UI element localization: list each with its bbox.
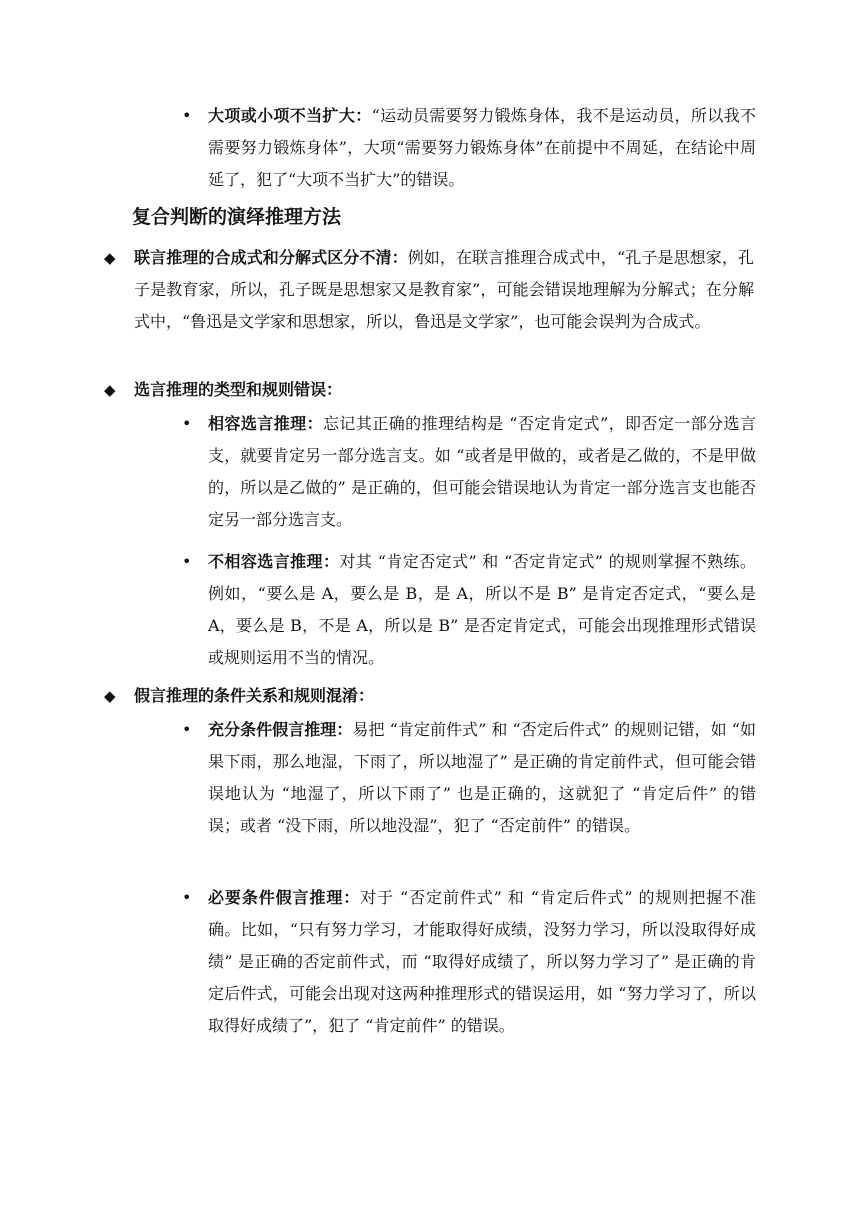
bullet-dot: •: [182, 888, 192, 907]
list-item-lead: 联言推理的合成式和分解式区分不清：: [134, 248, 408, 267]
list-item-major-minor-term: [182, 100, 756, 196]
diamond-bullet-icon: ◆: [104, 687, 116, 705]
list-item-lead: 不相容选言推理：: [208, 552, 340, 571]
list-item-body: “运动员需要努力锻炼身体，我不是运动员，所以我不需要努力锻炼身体”，大项“需要努力锻炼身体”在前提中不周延，在结论中周延了，犯了“大项不当扩大”的错误。: [208, 106, 756, 189]
bullet-dot: •: [182, 106, 192, 125]
list-item-hypothetical: [104, 680, 754, 712]
list-item-body: 对于 “否定前件式” 和 “肯定后件式” 的规则把握不准确。比如，“只有努力学习，才能取得好成绩，没努力学习，所以没取得好成绩” 是正确的否定前件式，而 “取得好成绩了，所以努力学习了” 是正确的肯定后件式，可能会出现对这两种推理形式的错误运用，如 “努力学习了，所以取得好成绩了”，犯了 “肯定前件” 的错误。: [208, 888, 756, 1035]
list-item-lead: 选言推理的类型和规则错误：: [134, 380, 343, 399]
list-item-compatible-disjunctive: [182, 408, 756, 536]
list-item-lead: 相容选言推理：: [208, 414, 323, 433]
bullet-dot: •: [182, 720, 192, 739]
list-item-conjunctive: [104, 242, 754, 338]
list-item-disjunctive: [104, 374, 754, 406]
list-item-text: [208, 100, 756, 196]
list-item-text: [134, 680, 754, 712]
list-item-text: [208, 882, 756, 1042]
bullet-dot: •: [182, 414, 192, 433]
bullet-dot: •: [182, 552, 192, 571]
list-item-text: [134, 374, 754, 406]
list-item-lead: 大项或小项不当扩大：: [208, 106, 372, 125]
list-item-lead: 必要条件假言推理：: [208, 888, 361, 907]
list-item-body: 对其 “肯定否定式” 和 “否定肯定式” 的规则掌握不熟练。例如，“要么是 A，要么是 B，是 A，所以不是 B” 是肯定否定式，“要么是 A，要么是 B，不是 A，所以是 B” 是否定肯定式，可能会出现推理形式错误或规则运用不当的情况。: [208, 552, 756, 667]
list-item-sufficient-condition: [182, 714, 756, 842]
list-item-body: 易把 “肯定前件式” 和 “否定后件式” 的规则记错，如 “如果下雨，那么地湿，下雨了，所以地湿了” 是正确的肯定前件式，但可能会错误地认为 “地湿了，所以下雨了” 也是正确的，这就犯了 “肯定后件” 的错误；或者 “没下雨，所以地没湿”，犯了 “否定前件” 的错误。: [208, 720, 756, 835]
list-item-necessary-condition: [182, 882, 756, 1042]
list-item-body: 忘记其正确的推理结构是 “否定肯定式”，即否定一部分选言支，就要肯定另一部分选言支。如 “或者是甲做的，或者是乙做的，不是甲做的，所以是乙做的” 是正确的，但可能会错误地认为肯定一部分选言支也能否定另一部分选言支。: [208, 414, 756, 529]
list-item-lead: 假言推理的条件关系和规则混淆：: [134, 686, 375, 705]
list-item-incompatible-disjunctive: [182, 546, 756, 674]
list-item-text: [208, 714, 756, 842]
list-item-body: 例如，在联言推理合成式中，“孔子是思想家，孔子是教育家，所以，孔子既是思想家又是教育家”，可能会错误地理解为分解式；在分解式中，“鲁迅是文学家和思想家，所以，鲁迅是文学家”，也可能会误判为合成式。: [134, 248, 754, 331]
diamond-bullet-icon: ◆: [104, 249, 116, 267]
list-item-text: [208, 546, 756, 674]
list-item-text: [208, 408, 756, 536]
diamond-bullet-icon: ◆: [104, 381, 116, 399]
list-item-text: [134, 242, 754, 338]
list-item-lead: 充分条件假言推理：: [208, 720, 353, 739]
section-heading: 复合判断的演绎推理方法: [132, 206, 342, 228]
